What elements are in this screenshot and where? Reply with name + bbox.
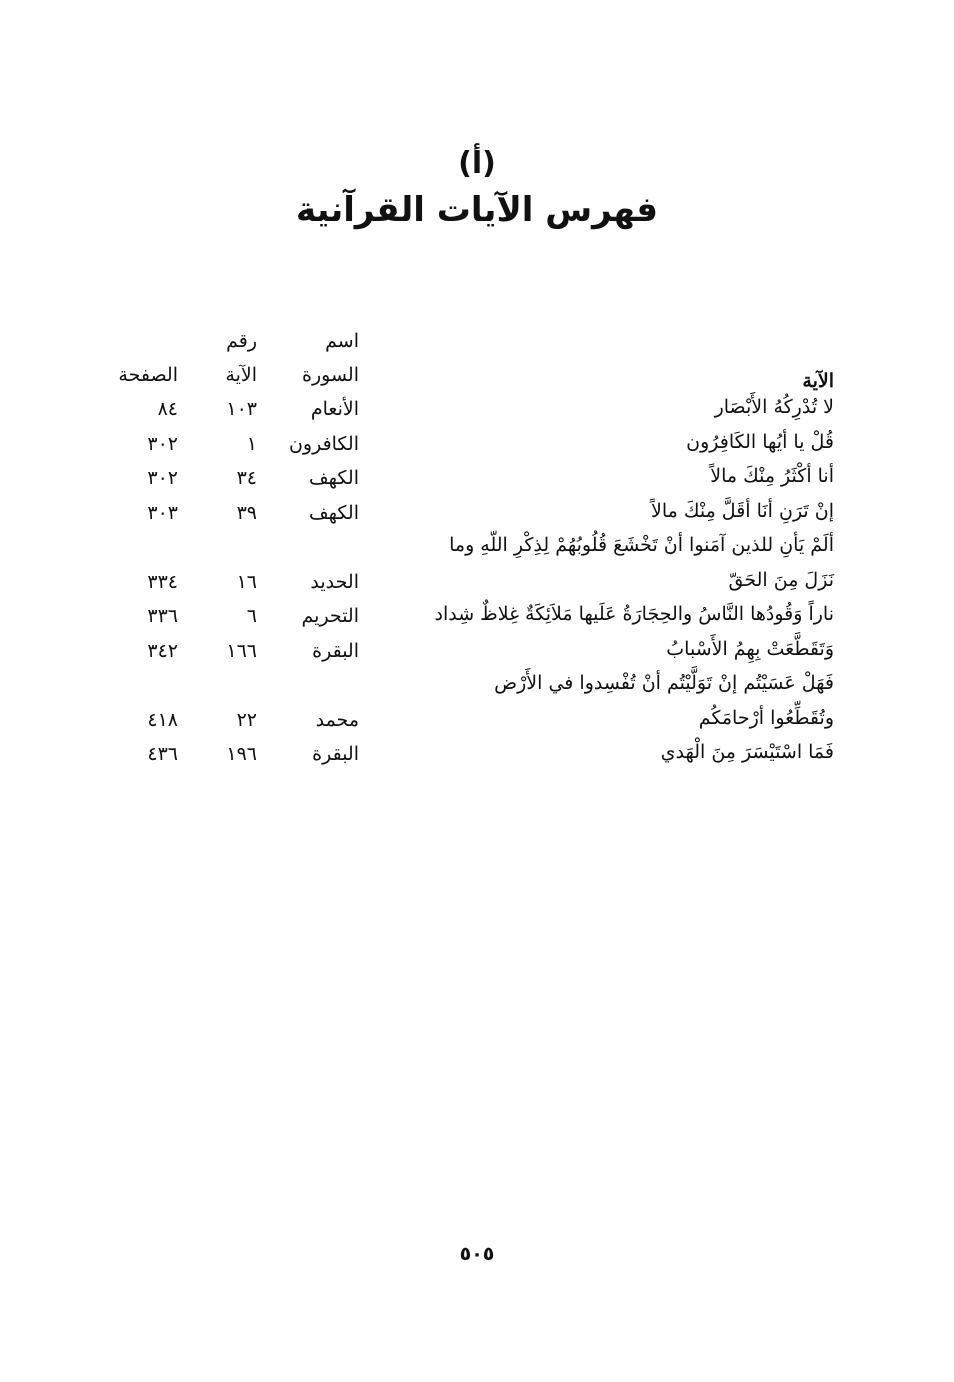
ayah-text: نَزَلَ مِنَ الحَقّ <box>728 568 834 591</box>
table-row <box>0 603 954 638</box>
page-ref: ٤٣٦ <box>147 743 178 765</box>
table-row <box>0 431 954 466</box>
page-ref: ٣٠٣ <box>147 501 178 524</box>
table-row <box>0 500 954 535</box>
ayah-text: أنا أكْثَرُ مِنْكَ مالاً <box>710 465 834 487</box>
ayah-number: ١٦ <box>236 570 257 593</box>
header-page: الصفحة <box>118 364 178 386</box>
page-number: ٥٠٥ <box>459 1243 495 1265</box>
ayah-number: ٢٢ <box>236 708 257 731</box>
page-ref: ٨٤ <box>157 398 178 420</box>
header-number-line1: رقم <box>226 330 257 352</box>
page-ref: ٤١٨ <box>147 708 178 731</box>
ayah-text: فَمَا اسْتَيْسَرَ مِنَ الْهَدي <box>660 741 834 763</box>
ayah-text: إنْ تَرَنِ أنَا أقَلَّ مِنْكَ مالاً <box>651 499 834 522</box>
surah-name: الأنعام <box>310 398 359 420</box>
page-ref: ٣٠٢ <box>147 432 178 455</box>
surah-name: الكهف <box>309 501 359 524</box>
table-row <box>0 672 954 707</box>
table-row <box>0 569 954 604</box>
surah-name: البقرة <box>312 639 359 662</box>
surah-name: محمد <box>315 708 359 731</box>
ayah-number: ٣٩ <box>236 501 257 524</box>
table-row <box>0 465 954 500</box>
table-row <box>0 534 954 569</box>
index-table <box>0 396 954 776</box>
ayah-text: قُلْ يا أيُها الكَافِرُون <box>686 430 834 453</box>
page-ref: ٣٣٦ <box>147 605 178 627</box>
page-ref: ٣٣٤ <box>147 570 178 593</box>
section-number: (أ) <box>458 146 496 181</box>
surah-name: الكافرون <box>288 432 359 455</box>
header-ayah: الآية <box>802 370 834 392</box>
ayah-text: لا تُدْرِكُهُ الأَبْصَار <box>714 396 834 418</box>
table-row <box>0 396 954 431</box>
ayah-text: وتُقَطِّعُوا أرْحامَكُم <box>698 706 834 729</box>
ayah-number: ١٩٦ <box>226 743 257 765</box>
surah-name: البقرة <box>312 743 359 765</box>
ayah-number: ٦ <box>246 605 257 627</box>
ayah-number: ١٦٦ <box>226 639 257 662</box>
ayah-number: ٣٤ <box>236 467 257 489</box>
table-row <box>0 741 954 776</box>
surah-name: الكهف <box>309 467 359 489</box>
table-row <box>0 638 954 673</box>
ayah-text: ناراً وَقُودُها النَّاسُ والحِجَارَةُ عَلَيها مَلاَئِكَةٌ غِلاظٌ شِداد <box>434 603 834 625</box>
surah-name: الحديد <box>310 570 359 593</box>
ayah-text: فَهَلْ عَسَيْتُم إنْ تَوَلَّيْتُم أنْ تُفْسِدوا في الأَرْض <box>494 672 834 694</box>
header-number-line2: الآية <box>225 364 257 386</box>
surah-name: التحريم <box>301 605 359 627</box>
ayah-text: ألَمْ يَأنِ للذين آمَنوا أنْ تَخْشَعَ قُلُوبُهُمْ لِذِكْرِ اللّهِ وما <box>449 534 834 556</box>
ayah-number: ١ <box>246 432 257 455</box>
page-title: فهرس الآيات القرآنية <box>295 190 659 230</box>
header-surah-line1: اسم <box>325 330 359 352</box>
page-ref: ٣٠٢ <box>147 467 178 489</box>
header-surah-line2: السورة <box>302 364 359 386</box>
table-row <box>0 707 954 742</box>
ayah-text: وَتَقَطَّعَتْ بِهِمُ الأَسْبابُ <box>666 637 834 660</box>
ayah-number: ١٠٣ <box>226 398 257 420</box>
page-ref: ٣٤٢ <box>147 639 178 662</box>
